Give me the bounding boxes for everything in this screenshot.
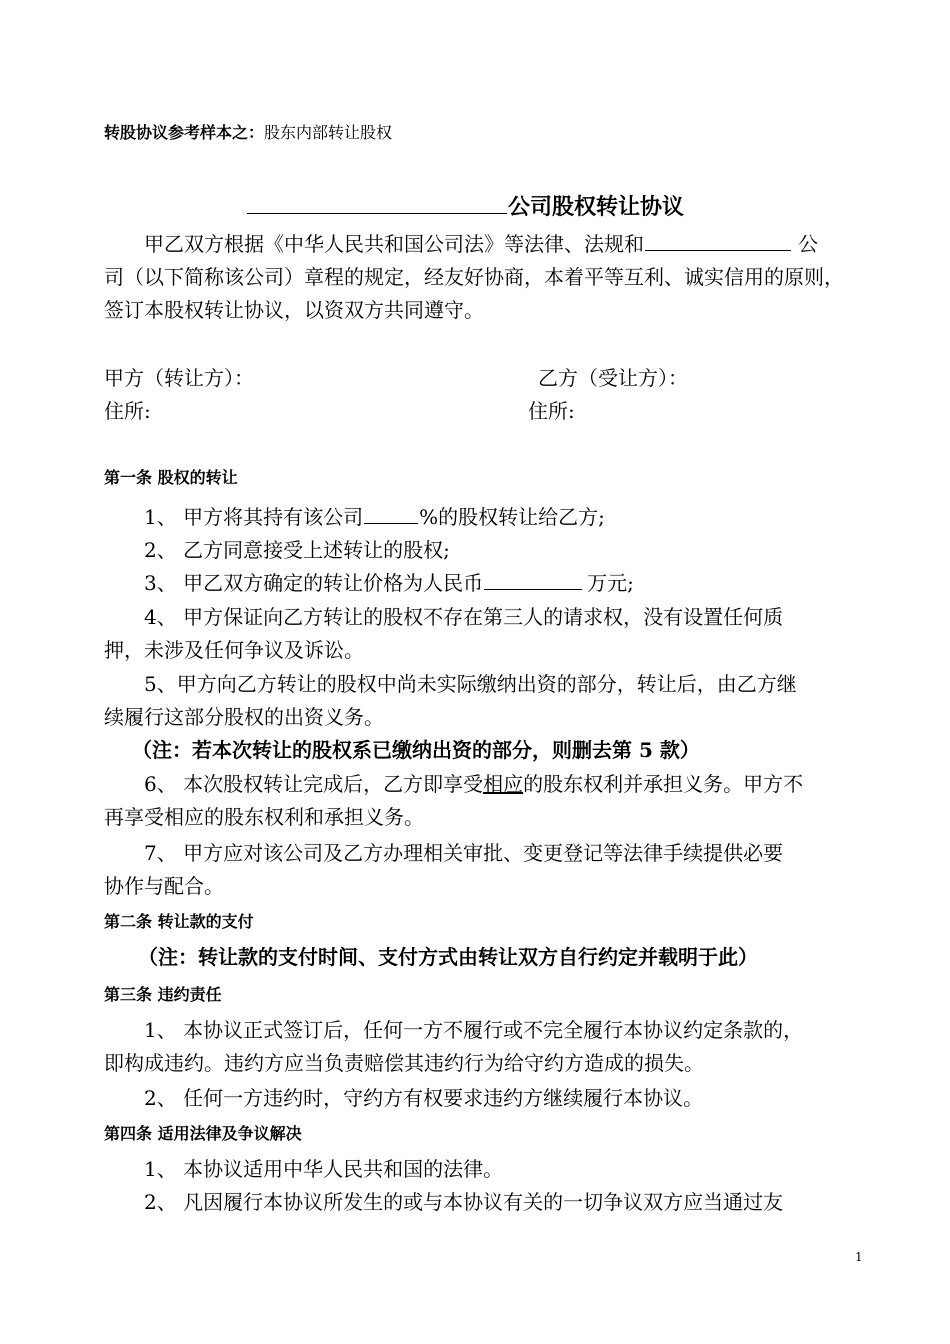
article-1-item-4-line-2: 押，未涉及任何争议及诉讼。	[104, 638, 364, 662]
article-4-heading: 第四条 适用法律及争议解决	[104, 1124, 302, 1143]
article-1-item-7-line-1: 7、 甲方应对该公司及乙方办理相关审批、变更登记等法律手续提供必要	[144, 841, 784, 865]
article-3-heading: 第三条 违约责任	[104, 985, 222, 1004]
page-number: 1	[855, 1250, 863, 1264]
intro-line-2: 司（以下简称该公司）章程的规定，经友好协商，本着平等互利、诚实信用的原则，	[104, 265, 844, 289]
article-3-item-2: 2、 任何一方违约时，守约方有权要求违约方继续履行本协议。	[144, 1086, 704, 1110]
header-label: 转股协议参考样本之：	[104, 123, 265, 142]
price-blank	[484, 571, 582, 590]
article-2-note: （注：转让款的支付时间、支付方式由转让双方自行约定并载明于此）	[138, 945, 758, 969]
item-3-text-b: 万元;	[587, 571, 634, 595]
article-1-item-6-line-2: 再享受相应的股东权利和承担义务。	[104, 805, 424, 829]
item-1-text-a: 1、 甲方将其持有该公司	[144, 505, 364, 529]
company-name-blank	[247, 193, 507, 214]
article-1-note: （注：若本次转让的股权系已缴纳出资的部分，则删去第 5 款）	[132, 738, 700, 762]
item-6-underlined: 相应	[483, 772, 524, 796]
party-a-address: 住所:	[104, 399, 151, 423]
article-1-item-1	[144, 504, 605, 530]
article-1-item-7-line-2: 协作与配合。	[104, 874, 224, 898]
article-1-item-5-line-1: 5、甲方向乙方转让的股权中尚未实际缴纳出资的部分，转让后，由乙方继	[144, 672, 797, 696]
document-header	[104, 122, 392, 144]
article-1-item-3	[144, 570, 634, 596]
article-1-item-2: 2、 乙方同意接受上述转让的股权;	[144, 538, 450, 562]
article-1-item-4-line-1: 4、 甲方保证向乙方转让的股权不存在第三人的请求权，没有设置任何质	[144, 605, 784, 629]
article-4-item-1: 1、 本协议适用中华人民共和国的法律。	[144, 1157, 504, 1181]
document-title: 公司股权转让协议	[508, 194, 685, 220]
party-b-address: 住所:	[528, 399, 575, 423]
item-6-text-a: 6、 本次股权转让完成后，乙方即享受	[144, 772, 484, 796]
party-a-label: 甲方（转让方）：	[104, 366, 254, 390]
intro-line-3: 签订本股权转让协议，以资双方共同遵守。	[104, 298, 484, 322]
company-blank	[645, 232, 791, 251]
article-1-item-6-line-1	[144, 771, 803, 797]
article-1-heading: 第一条 股权的转让	[104, 468, 238, 487]
item-3-text-a: 3、 甲乙双方确定的转让价格为人民币	[144, 571, 484, 595]
item-1-text-b: %的股权转让给乙方;	[419, 505, 605, 529]
item-6-text-b: 的股东权利并承担义务。甲方不	[523, 772, 804, 796]
party-b-label: 乙方（受让方）：	[538, 366, 688, 390]
document-title-row	[246, 193, 684, 221]
article-4-item-2: 2、 凡因履行本协议所发生的或与本协议有关的一切争议双方应当通过友	[144, 1190, 784, 1214]
article-1-item-5-line-2: 续履行这部分股权的出资义务。	[104, 705, 384, 729]
intro-text-1b: 公	[798, 232, 818, 256]
article-2-heading: 第二条 转让款的支付	[104, 912, 254, 931]
intro-text-1a: 甲乙双方根据《中华人民共和国公司法》等法律、法规和	[144, 232, 644, 256]
article-3-item-1-line-2: 即构成违约。违约方应当负责赔偿其违约行为给守约方造成的损失。	[104, 1051, 704, 1075]
percentage-blank	[364, 505, 418, 524]
intro-line-1	[144, 231, 818, 257]
header-subtitle: 股东内部转让股权	[264, 123, 393, 142]
article-3-item-1-line-1: 1、 本协议正式签订后，任何一方不履行或不完全履行本协议约定条款的，	[144, 1018, 804, 1042]
